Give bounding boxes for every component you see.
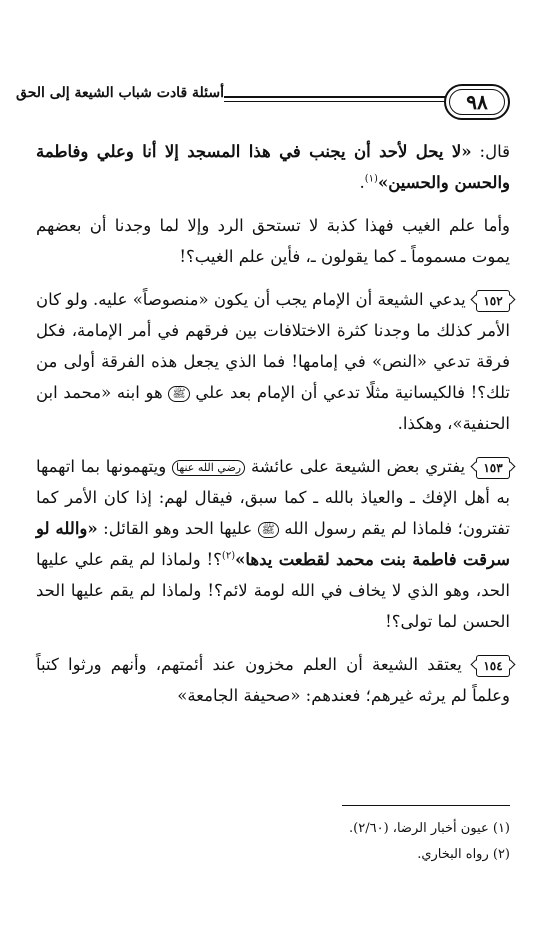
paragraph-4-text-a: يفتري بعض الشيعة على عائشة — [250, 457, 466, 476]
quote-intro: قال: — [479, 142, 510, 161]
paragraph-5 — [36, 649, 510, 711]
footnote-1: (١) عيون أخبار الرضا، (٢/٦٠). — [349, 821, 510, 836]
hadith-quote-2: «والله لو سرقت فاطمة بنت محمد لقطعت يدها» — [36, 519, 510, 569]
paragraph-5-text: يعتقد الشيعة أن العلم مخزون عند أئمتهم، وأنهم ورثوا كتباً وعلماً لم يرثه غيرهم؛ فعندهم: «صحيفة الجامعة» — [36, 655, 510, 705]
footnote-separator — [342, 805, 510, 806]
page-header — [16, 84, 510, 120]
page-body — [36, 136, 510, 723]
paragraph-4-text-c: عليها الحد وهو القائل: — [103, 519, 253, 538]
footnote-2: (٢) رواه البخاري. — [417, 847, 510, 862]
hadith-quote: «لا يحل لأحد أن يجنب في هذا المسجد إلا أنا وعلي وفاطمة والحسن والحسين» — [36, 142, 510, 192]
paragraph-3-text: يدعي الشيعة أن الإمام يجب أن يكون «منصوصاً» عليه. ولو كان الأمر كذلك ما وجدنا كثرة الاختلافات بين فرقهم في أمر الإمامة، فكل فرقة تدعي «النص» في إمامها! فما الذي يجعل هذه الفرقة أولى من تلك؟! فالكيسانية مثلًا تدعي أن الإمام بعد علي — [36, 290, 511, 402]
honorific-icon: ﷺ — [168, 386, 189, 402]
paragraph-4 — [36, 451, 510, 637]
honorific-icon-aisha: رضي الله عنها — [172, 460, 245, 476]
paragraph-3-end: هو ابنه «محمد ابن الحنفية»، وهكذا. — [36, 383, 510, 433]
header-rule-thin — [224, 101, 446, 102]
header-rule — [224, 96, 446, 98]
footnote-ref-1[interactable]: (١) — [364, 173, 378, 185]
paragraph-2 — [36, 210, 510, 272]
page-number: ٩٨ — [466, 90, 488, 114]
paragraph-1 — [36, 136, 510, 198]
running-title: أسئلة قادت شباب الشيعة إلى الحق — [16, 85, 224, 101]
paragraph-2-text: وأما علم الغيب فهذا كذبة لا تستحق الرد وإلا لما وجدنا أن بعضهم يموت مسموماً ـ كما يقولون ـ، فأين علم الغيب؟! — [36, 216, 510, 266]
paragraph-3 — [36, 284, 510, 439]
honorific-icon-prophet: ﷺ — [258, 522, 279, 538]
page-number-badge — [444, 84, 510, 120]
question-number-152: ١٥٢ — [476, 290, 510, 312]
question-number-154: ١٥٤ — [476, 655, 510, 677]
paragraph-4-text-b: ويتهمونها بما اتهمها به أهل الإفك ـ والعياذ بالله ـ كما سبق، فيقال لهم: إذا كان الأمر كما تفترون؛ فلماذا لم يقم رسول الله — [36, 457, 510, 538]
footnotes — [36, 816, 510, 868]
footnote-ref-2[interactable]: (٢) — [221, 550, 236, 562]
sentence-end: . — [359, 173, 365, 192]
paragraph-4-text-d: ؟! ولماذا لم يقم علي عليها الحد، وهو الذي لا يخاف في الله لومة لائم؟! ولماذا لم يقم عليها الحد الحسن لما تولى؟! — [36, 550, 510, 631]
question-number-153: ١٥٣ — [476, 457, 510, 479]
